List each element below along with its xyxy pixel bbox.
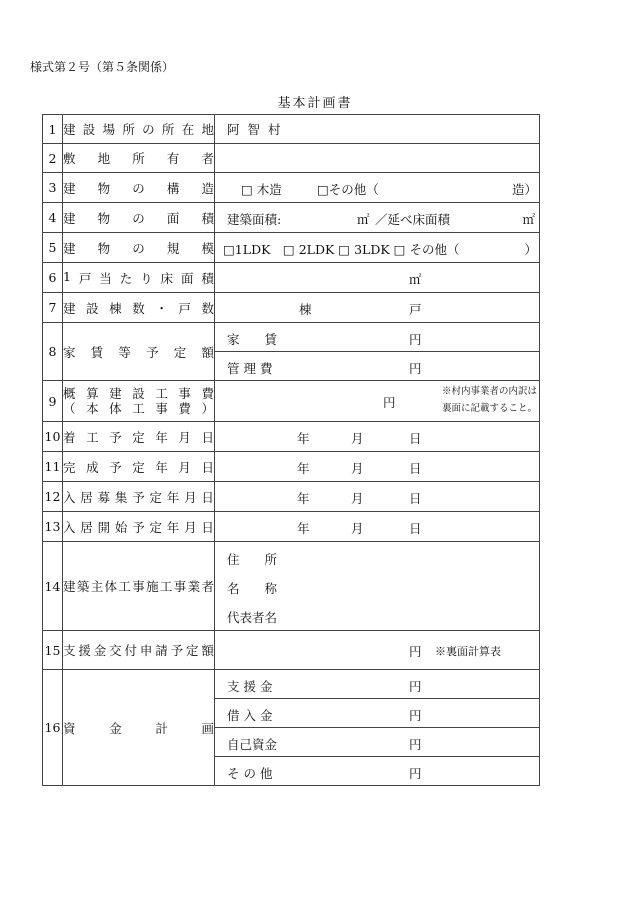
year-unit: 年 [297, 491, 310, 506]
row-number: 13 [43, 512, 63, 542]
sqm-unit: ㎡ [357, 212, 370, 227]
other-structure-option[interactable]: □その他（ [317, 182, 379, 197]
yen-unit: 円 [409, 644, 422, 659]
label-char: 設 [86, 300, 99, 316]
label-char: の [132, 240, 145, 256]
note-line-2: 裏面に記載すること。 [441, 403, 537, 414]
label-char: 予 [109, 459, 122, 475]
label-char: 体 [109, 401, 122, 416]
label-char: 建 [109, 386, 122, 401]
label-char: 工 [118, 579, 131, 594]
label-char: の [132, 180, 145, 196]
row-number: 1 [43, 115, 63, 144]
month-unit: 月 [351, 461, 364, 476]
label-char: 日 [201, 429, 214, 445]
label-char: 1 [63, 268, 71, 284]
address-label: 住 所 [227, 552, 278, 567]
plan-table [42, 114, 540, 786]
label-char: 予 [170, 643, 184, 658]
label-char: 資 [63, 720, 76, 736]
label-char: 定 [149, 519, 162, 535]
yen-unit: 円 [409, 679, 422, 694]
structure-suffix: 造） [511, 182, 537, 197]
label-char: 模 [201, 240, 214, 256]
label-char: 予 [146, 344, 159, 360]
month-unit: 月 [351, 521, 364, 536]
label-char: 施 [146, 579, 159, 594]
row-number: 7 [43, 293, 63, 323]
label-char: 建 [63, 579, 76, 594]
label-char: 面 [180, 270, 194, 286]
label-char: 支 [63, 643, 76, 658]
label-char: 申 [139, 643, 153, 658]
label-char: 日 [201, 519, 214, 535]
row-label [63, 269, 214, 287]
row-date [43, 452, 540, 482]
day-unit: 日 [409, 521, 422, 536]
label-char: ・ [155, 300, 168, 316]
row-number: 8 [43, 323, 63, 381]
row-structure [43, 173, 540, 203]
row-number: 4 [43, 203, 63, 233]
building-count-unit: 棟 [299, 302, 312, 317]
label-char: 計 [155, 720, 168, 736]
row-number: 5 [43, 233, 63, 263]
unit-count-unit: 戸 [409, 302, 422, 317]
label-char: 入 [63, 489, 76, 505]
label-char: 工 [132, 401, 145, 416]
row-label [63, 179, 214, 197]
row-label [63, 458, 214, 476]
loan-label: 借 入 金 [227, 708, 273, 723]
row-number: 2 [43, 144, 63, 173]
document-title: 基本計画書 [277, 96, 353, 111]
label-char: 家 [63, 344, 76, 360]
label-char: 年 [166, 519, 180, 535]
row-label [63, 518, 214, 536]
row-label [63, 239, 214, 257]
sqm-unit: ㎡ [409, 272, 422, 287]
row-label [63, 719, 214, 737]
label-char: 月 [184, 519, 197, 535]
row-label [63, 488, 214, 506]
label-char: 始 [114, 519, 128, 535]
label-char: 工 [155, 386, 168, 401]
yen-unit: 円 [409, 766, 422, 781]
management-fee-label: 管 理 費 [227, 361, 273, 376]
label-char: 物 [97, 180, 111, 196]
label-char: 定 [132, 459, 145, 475]
label-char: 当 [99, 270, 112, 286]
location-field[interactable] [215, 115, 540, 144]
year-unit: 年 [297, 461, 310, 476]
label-char: 工 [86, 429, 99, 445]
row-number: 11 [43, 452, 63, 482]
label-char: 規 [166, 240, 180, 256]
label-char: 額 [201, 643, 214, 658]
label-char: 日 [201, 489, 214, 505]
note-line-1: ※村内事業者の内訳は [441, 386, 537, 397]
row-contractor [43, 542, 540, 631]
label-char: 予 [132, 519, 145, 535]
label-char: 事 [178, 386, 191, 401]
row-rent [43, 323, 540, 352]
label-char: 定 [149, 489, 162, 505]
label-char: 造 [201, 180, 214, 196]
label-char: 設 [82, 122, 96, 137]
row-label-sub [63, 401, 214, 416]
label-char: 完 [63, 459, 76, 475]
label-char: 画 [201, 720, 214, 736]
label-char: 建 [63, 300, 76, 316]
label-char: 床 [160, 270, 174, 286]
label-char: 着 [63, 429, 76, 445]
other-funds-label: そ の 他 [227, 766, 273, 781]
label-char: ） [201, 401, 214, 416]
row-label [63, 343, 214, 361]
label-char: 地 [201, 122, 214, 137]
row-construction-cost [43, 381, 540, 422]
yen-unit: 円 [409, 332, 422, 347]
row-label [63, 641, 214, 659]
company-name-label: 名 称 [227, 581, 278, 596]
label-char: 予 [132, 489, 145, 505]
label-char: 敷 [63, 151, 76, 166]
day-unit: 日 [409, 431, 422, 446]
row-floor-area-per-unit [43, 263, 540, 293]
label-char: 構 [166, 180, 180, 196]
label-char: 数 [201, 300, 214, 316]
label-char: 概 [63, 386, 76, 401]
row-funding-subsidy [43, 670, 540, 699]
label-char: 成 [86, 459, 99, 475]
label-char: 面 [166, 210, 180, 226]
yen-unit: 円 [409, 708, 422, 723]
row-area [43, 203, 540, 233]
label-char: 請 [155, 643, 168, 658]
label-char: 設 [132, 386, 145, 401]
label-char: 業 [187, 579, 201, 594]
label-char: 等 [118, 344, 131, 360]
day-unit: 日 [409, 491, 422, 506]
form-number: 様式第２号（第５条関係） [30, 60, 175, 74]
row-location [43, 115, 540, 144]
sqm-unit: ㎡ [522, 212, 535, 227]
row-number: 16 [43, 670, 63, 786]
label-char: 予 [109, 429, 122, 445]
label-char: 金 [93, 643, 107, 658]
label-char: 費 [178, 401, 191, 416]
subsidy-label: 支 援 金 [227, 679, 273, 694]
row-label [63, 120, 214, 138]
label-char: 募 [97, 489, 111, 505]
label-char: 定 [186, 643, 199, 658]
label-char: 算 [86, 386, 99, 401]
row-label [63, 299, 214, 317]
row-number: 15 [43, 631, 63, 670]
row-scale [43, 233, 540, 263]
calc-table-note: ※裏面計算表 [435, 645, 501, 658]
row-label [63, 149, 214, 167]
row-buildings-units [43, 293, 540, 323]
label-char: 戸 [78, 270, 92, 286]
label-char: 居 [80, 489, 93, 505]
label-char: の [132, 210, 145, 226]
total-floor-area-label: ／延べ床面積 [375, 212, 451, 227]
label-char: 開 [97, 519, 111, 535]
label-char: 建 [63, 240, 76, 256]
label-char: 者 [201, 151, 214, 166]
label-char: 所 [122, 122, 135, 137]
label-char: 付 [124, 643, 138, 658]
label-char: 築 [76, 579, 90, 594]
label-char: 定 [132, 429, 145, 445]
rent-label: 家 賃 [227, 332, 278, 347]
owner-field[interactable] [215, 144, 540, 173]
label-char: 積 [201, 270, 214, 286]
row-number: 9 [43, 381, 63, 422]
label-char: り [140, 270, 153, 286]
label-char: 工 [159, 579, 173, 594]
row-subsidy-request [43, 631, 540, 670]
label-char: 月 [178, 459, 191, 475]
label-char: 場 [102, 122, 116, 137]
label-char: 月 [184, 489, 197, 505]
row-number: 12 [43, 482, 63, 512]
label-char: 有 [166, 151, 180, 166]
label-char: 棟 [109, 300, 122, 316]
label-char: 入 [63, 519, 76, 535]
label-char: 本 [86, 401, 99, 416]
label-char: 所 [161, 122, 175, 137]
label-char: 建 [63, 180, 76, 196]
label-char: 数 [132, 300, 145, 316]
label-char: 事 [155, 401, 168, 416]
label-char: 費 [201, 386, 214, 401]
label-char: 援 [78, 643, 91, 658]
label-char: た [119, 270, 133, 286]
label-char: 所 [132, 151, 145, 166]
row-label [63, 209, 214, 227]
representative-label: 代表者名 [227, 610, 278, 625]
label-char: 事 [132, 579, 145, 594]
own-funds-label: 自己資金 [227, 737, 278, 752]
label-char: 体 [104, 579, 118, 594]
row-label [63, 428, 214, 446]
label-char: 居 [80, 519, 93, 535]
row-date [43, 512, 540, 542]
scale-close: ） [524, 242, 537, 257]
yen-unit: 円 [409, 361, 422, 376]
label-char: 在 [181, 122, 195, 137]
row-owner [43, 144, 540, 173]
row-label [63, 386, 214, 401]
location-value: 阿 智 村 [227, 122, 283, 137]
label-char: 交 [109, 643, 122, 658]
label-char: 事 [173, 579, 187, 594]
layout-options[interactable]: □1LDK □ 2LDK □ 3LDK □ その他（ [223, 242, 460, 257]
label-char: 年 [166, 489, 180, 505]
month-unit: 月 [351, 491, 364, 506]
label-char: 戸 [178, 300, 191, 316]
label-char: 集 [114, 489, 128, 505]
label-char: 年 [155, 429, 168, 445]
building-area-label: 建築面積: [227, 212, 282, 227]
row-date [43, 422, 540, 452]
label-char: 建 [63, 122, 76, 137]
year-unit: 年 [297, 521, 310, 536]
label-char: の [142, 122, 155, 137]
day-unit: 日 [409, 461, 422, 476]
label-char: 年 [155, 459, 168, 475]
yen-unit: 円 [383, 395, 396, 410]
label-char: 月 [178, 429, 191, 445]
label-char: 物 [97, 210, 111, 226]
wood-option[interactable]: □ 木造 [241, 182, 282, 197]
label-char: （ [63, 401, 76, 416]
label-char: 建 [63, 210, 76, 226]
label-char: 者 [201, 579, 214, 594]
row-number: 3 [43, 173, 63, 203]
label-char: 額 [201, 344, 214, 360]
label-char: 積 [201, 210, 214, 226]
row-number: 10 [43, 422, 63, 452]
row-number: 14 [43, 542, 63, 631]
row-label [63, 577, 214, 595]
month-unit: 月 [351, 431, 364, 446]
label-char: 物 [97, 240, 111, 256]
year-unit: 年 [297, 431, 310, 446]
row-number: 6 [43, 263, 63, 293]
label-char: 賃 [90, 344, 104, 360]
label-char: 地 [97, 151, 111, 166]
label-char: 金 [109, 720, 122, 736]
label-char: 定 [173, 344, 187, 360]
row-date [43, 482, 540, 512]
label-char: 主 [90, 579, 104, 594]
label-char: 日 [201, 459, 214, 475]
yen-unit: 円 [409, 737, 422, 752]
